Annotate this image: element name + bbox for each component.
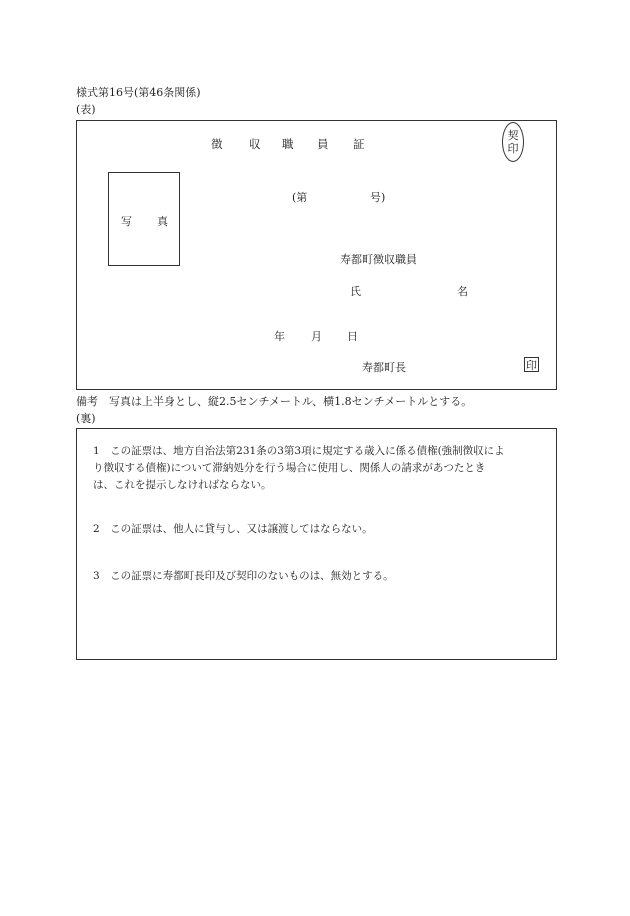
- card-title-char: 証: [353, 137, 365, 151]
- back-label: (裏): [76, 412, 96, 425]
- photo-label-char: 真: [157, 215, 168, 228]
- front-label: (表): [76, 103, 96, 116]
- name-label-given: 名: [457, 285, 468, 298]
- card-title-char: 収: [249, 137, 261, 151]
- form-number: 様式第16号(第46条関係): [76, 86, 201, 99]
- back-item-3: 3 この証票に寿都町長印及び契印のないものは、無効とする。: [93, 570, 394, 582]
- tally-seal-char: 印: [507, 142, 519, 155]
- card-title-char: 員: [317, 137, 329, 151]
- card-title-char: 職: [282, 137, 294, 151]
- date-label-day: 日: [347, 330, 358, 343]
- card-number-prefix: (第: [292, 191, 308, 204]
- tally-seal-mark: [502, 122, 524, 162]
- name-label-surname: 氏: [350, 285, 361, 298]
- tally-seal-char: 契: [507, 129, 519, 142]
- back-item-1-line-1: 1 この証票は、地方自治法第231条の3第3項に規定する歳入に係る債権(強制徴収によ: [93, 445, 505, 457]
- back-item-1-line-3: は、これを提示しなければならない。: [93, 479, 272, 491]
- official-stamp-box: [524, 357, 539, 372]
- remarks: 備考 写真は上半身とし、縦2.5センチメートル、横1.8センチメートルとする。: [76, 395, 473, 408]
- card-number-suffix: 号): [370, 191, 386, 204]
- back-item-2: 2 この証票は、他人に貸与し、又は譲渡してはならない。: [93, 523, 373, 535]
- photo-label-char: 写: [121, 215, 132, 228]
- photo-placeholder: [108, 172, 180, 266]
- issuer: 寿都町長: [362, 361, 406, 374]
- official-stamp-char: 印: [526, 358, 537, 372]
- affiliation: 寿都町徴収職員: [340, 253, 417, 266]
- back-item-1-line-2: り徴収する債権)について滞納処分を行う場合に使用し、関係人の請求があつたとき: [93, 462, 486, 474]
- card-title-char: 徴: [211, 137, 223, 151]
- date-label-year: 年: [274, 330, 285, 343]
- date-label-month: 月: [311, 330, 322, 343]
